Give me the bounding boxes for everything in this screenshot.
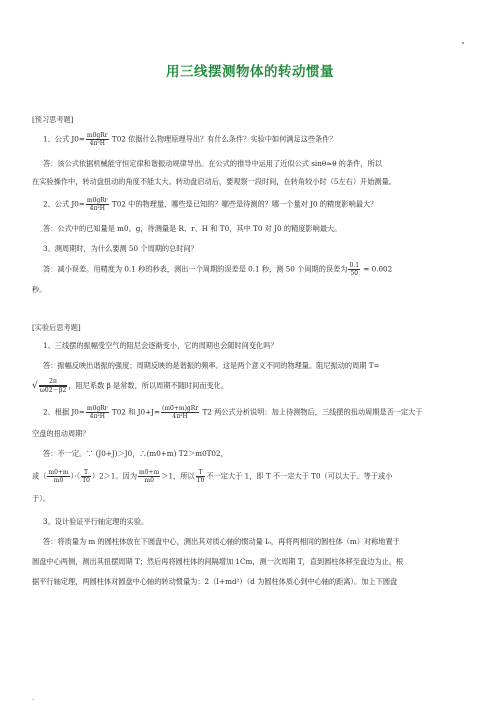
a3-frac-den: 50	[350, 270, 359, 277]
post-question-2	[32, 405, 472, 420]
q1-frac-den: 4π²H	[89, 140, 105, 147]
pq2-pre: 2、根据 J0=	[43, 407, 85, 417]
a2-l2-c: ）2＞1。因为	[91, 471, 138, 481]
post-question-3: 3、设计验证平行轴定理的实验。	[43, 517, 149, 526]
q1-fraction	[86, 132, 109, 147]
a2-fraction-2	[81, 469, 91, 484]
a2-fraction-1	[47, 469, 69, 484]
a2-l2-e: 不一定大于 1，即 T 不一定大于 T0（可以大于、等于或小	[206, 471, 393, 481]
a2-l2-d: ＞1，所以	[161, 471, 195, 481]
a2-fraction-4	[196, 469, 206, 484]
pq2-mid: T02 和 J0+J=	[109, 407, 161, 417]
q2-post: T02 中的物理量，哪些是已知的？哪些是待测的？哪一个量对 J0 的精度影响最大？	[109, 199, 378, 209]
post-answer-2-line-1: 答：不一定。∵ (J0+J)＞J0，∴(m0+m) T2＞m0T02，	[43, 449, 228, 458]
pq2-fraction-1	[86, 405, 109, 420]
a2-fraction-3	[138, 469, 160, 484]
a2-f4-den: T0	[196, 477, 205, 484]
post-answer-3-line-1: 答：将质量为 m 的圆柱体放在下圆盘中心，测出其对质心轴的惯动量 I₀，再将两相同的圆柱体（m）对称地置于	[43, 537, 400, 546]
pq2-f1-den: 4π²H	[89, 413, 105, 420]
post-answer-3-line-2: 圆盘中心两侧，测出其扭摆周期 T；然后再将圆柱体的间隔增加 1Cm，测一次周期 T，直到圆柱体移至盘边为止。根	[32, 557, 404, 566]
post-lab-heading: [实验后思考题]	[32, 323, 81, 332]
a1-l2-post: ，阻尼系数 β 是常数，所以周期不随时间而变化。	[68, 381, 229, 390]
a2-f1-num: m0+m	[48, 469, 69, 476]
q2-frac-den: 4π²H	[89, 205, 105, 212]
pq2-f2-den: 4π²H	[172, 413, 188, 420]
post-answer-1-line-2	[32, 378, 472, 394]
post-answer-1-line-1: 答：振幅反映出谐振的强度；周期反映的是谐振的频率。这是两个意义不同的物理量。阻尼振动的周期 T=	[43, 361, 380, 370]
pq2-fraction-2	[161, 405, 199, 420]
pq2-f2-num: (m0+m)gRr	[162, 405, 199, 412]
q2-pre: 2、公式 J0=	[43, 199, 85, 209]
a3-frac-num: 0.1	[349, 262, 360, 269]
a2-l2-b: ）·（	[70, 471, 81, 481]
pre-question-1	[32, 132, 472, 147]
period-frac-den: ω02－β2	[39, 387, 67, 394]
period-fraction	[39, 378, 68, 394]
q1-post: T02 依据什么物理原理导出？有什么条件？实验中如何满足这些条件？	[109, 134, 337, 144]
pre-answer-1-line-2: 在实验操作中，转动盘扭动的角度不能太大。转动盘启动后，要观察一段时间，在转角较小时（5左右）开始测量。	[32, 177, 396, 186]
bottom-mark: .	[32, 694, 35, 702]
a2-f4-num: T	[196, 469, 206, 477]
q1-frac-num: m0gRr	[86, 132, 108, 139]
a2-f2-den: T0	[82, 477, 90, 484]
pre-question-2	[32, 197, 472, 212]
q2-frac-num: m0gRr	[86, 197, 108, 204]
a2-l2-a: 或（	[32, 471, 47, 481]
pre-answer-3-line-2: 秒。	[32, 285, 47, 294]
a2-f3-num: m0+m	[139, 469, 160, 476]
a3-fraction	[348, 262, 360, 277]
post-question-1: 1、三线摆的振幅受空气的阻尼会逐渐变小，它的周期也会随时间变化吗？	[43, 341, 278, 350]
pq2-f1-num: m0gRr	[86, 405, 108, 412]
a2-f3-den: m0	[144, 477, 154, 484]
period-frac-num: 2π	[39, 378, 68, 386]
pq2-post: T2 两公式分析说明：加上待测物后，三线摆的扭动周期是否一定大于	[200, 407, 423, 417]
q2-fraction	[86, 197, 109, 212]
pre-answer-1-line-1: 答：该公式依据机械能守恒定律和谐振动规律导出。在公式的推导中运用了近似公式 sinθ≈θ 的条件，所以	[43, 159, 382, 168]
post-question-2-line-2: 空盘的扭动周期？	[32, 429, 90, 438]
sqrt-symbol: √	[32, 381, 38, 391]
pre-lab-heading: [预习思考题]	[32, 115, 74, 124]
pre-answer-3	[32, 262, 472, 277]
pre-question-3: 3、测周期时，为什么要测 50 个周期的总时间？	[43, 244, 198, 253]
a2-f2-num: T	[81, 469, 91, 477]
a3-post: = 0.002	[361, 264, 393, 274]
q1-pre: 1、公式 J0=	[43, 134, 85, 144]
page-title: 用三线摆测物体的转动惯量	[166, 64, 334, 80]
post-answer-3-line-3: 据平行轴定理，两圆柱体对圆盘中心轴的转动惯量为：2（I+md²）（d 为圆柱体质心到中心轴的距离）。加上下圆盘	[32, 577, 398, 586]
corner-mark	[462, 42, 464, 44]
a3-pre: 答：减小误差。用精度为 0.1 秒的秒表，测出一个周期的误差是 0.1 秒，测 50 个周期的误差为	[43, 264, 348, 274]
a2-f1-den: m0	[53, 477, 64, 484]
post-answer-2-line-2	[32, 469, 472, 484]
post-answer-2-line-3: 于）。	[32, 494, 50, 503]
pre-answer-2: 答：公式中的已知量是 m0、g，待测量是 R、r、H 和 T0，其中 T0 对 J0 的精度影响最大。	[43, 224, 342, 233]
